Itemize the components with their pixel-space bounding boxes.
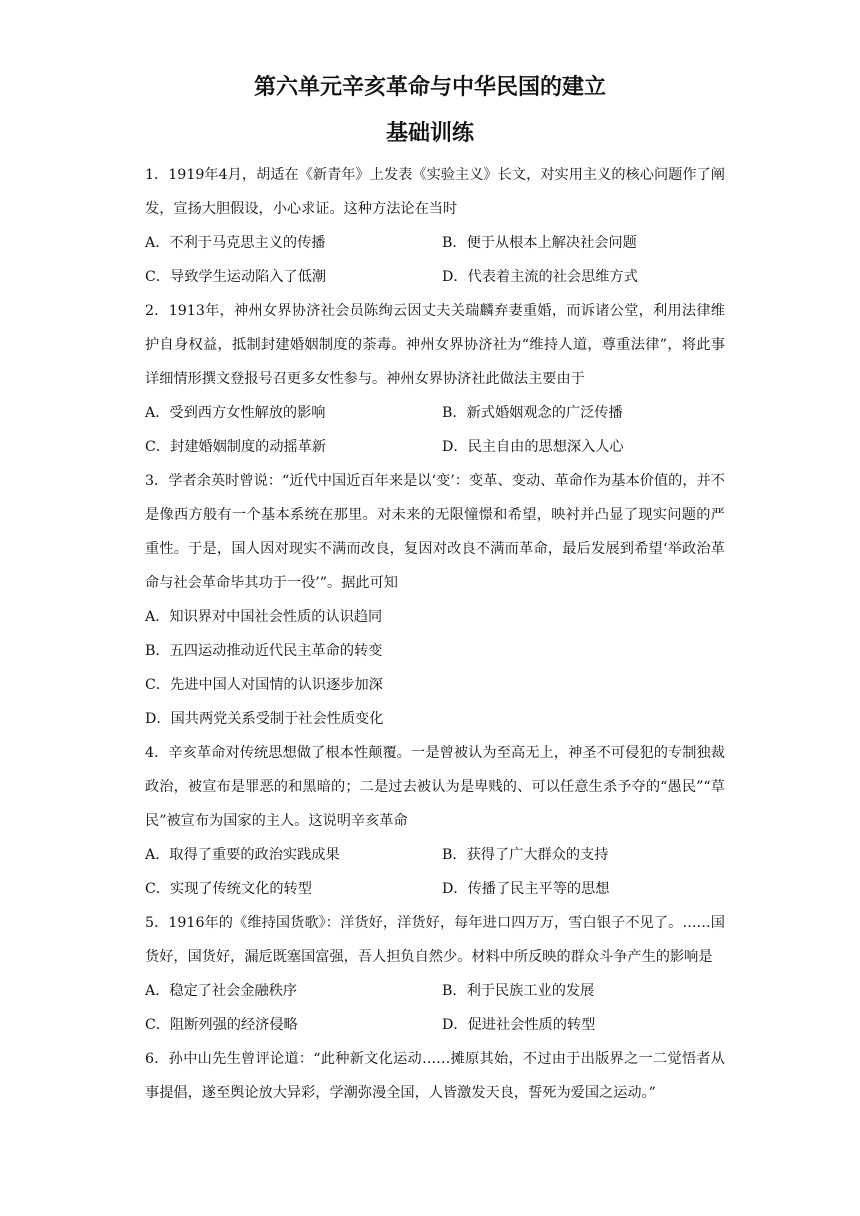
- option-d: D．传播了民主平等的思想: [442, 881, 610, 897]
- option-c: C．阻断列强的经济侵略: [145, 1017, 298, 1033]
- question-2: [145, 294, 725, 464]
- option-b: B．五四运动推动近代民主革命的转变: [145, 643, 383, 659]
- option-a: A．知识界对中国社会性质的认识趋同: [145, 609, 383, 625]
- option-a: A．不利于马克思主义的传播: [145, 235, 326, 251]
- option-d: D．代表着主流的社会思维方式: [442, 269, 638, 285]
- option-grid: [145, 974, 725, 1042]
- option-c: C．先进中国人对国情的认识逐步加深: [145, 677, 383, 693]
- question-stem: 2．1913年，神州女界协济社会员陈绚云因丈夫关瑞麟弃妻重婚，而诉诸公堂，利用法律维护自身权益，抵制封建婚姻制度的荼毒。神州女界协济社为“维持人道，尊重法律”，将此事详细情形撰文登报号召更多女性参与。神州女界协济社此做法主要由于: [145, 303, 725, 387]
- option-c: C．导致学生运动陷入了低潮: [145, 269, 327, 285]
- document-title: 第六单元辛亥革命与中华民国的建立: [253, 75, 606, 100]
- question-stem: 5．1916年的《维持国货歌》：洋货好，洋货好，每年进口四万万，雪白银子不见了。……国货好，国货好，漏卮既塞国富强，吾人担负自然少。材料中所反映的群众斗争产生的影响是: [145, 915, 725, 965]
- option-b: B．新式婚姻观念的广泛传播: [442, 405, 623, 421]
- question-4: [145, 736, 725, 906]
- option-d: D．民主自由的思想深入人心: [442, 439, 624, 455]
- option-a: A．稳定了社会金融秩序: [145, 983, 298, 999]
- option-grid: [145, 396, 725, 464]
- option-b: B．利于民族工业的发展: [442, 983, 595, 999]
- question-3: [145, 464, 725, 736]
- option-c: C．封建婚姻制度的动摇革新: [145, 439, 327, 455]
- option-grid: [145, 226, 725, 294]
- question-stem: 4．辛亥革命对传统思想做了根本性颠覆。一是曾被认为至高无上，神圣不可侵犯的专制独裁政治，被宣布是罪恶的和黑暗的；二是过去被认为是卑贱的、可以任意生杀予夺的“愚民”“草民”被宣布为国家的主人。这说明辛亥革命: [145, 745, 725, 829]
- option-list: [145, 600, 725, 736]
- document-subtitle: 基础训练: [385, 121, 474, 146]
- question-stem: 6．孙中山先生曾评论道：“此种新文化运动……摊原其始，不过由于出版界之一二觉悟者从事提倡，遂至舆论放大异彩，学潮弥漫全国，人皆激发天良，誓死为爱国之运动。”: [145, 1051, 725, 1101]
- question-6: [145, 1042, 725, 1110]
- option-grid: [145, 838, 725, 906]
- option-a: A．受到西方女性解放的影响: [145, 405, 326, 421]
- option-b: B．获得了广大群众的支持: [442, 847, 609, 863]
- question-1: [145, 158, 725, 294]
- option-a: A．取得了重要的政治实践成果: [145, 847, 340, 863]
- question-stem: 1．1919年4月，胡适在《新青年》上发表《实验主义》长文，对实用主义的核心问题作了阐发，宣扬大胆假设，小心求证。这种方法论在当时: [145, 167, 725, 217]
- option-d: D．国共两党关系受制于社会性质变化: [145, 711, 384, 727]
- question-stem: 3．学者余英时曾说：“近代中国近百年来是以‘变’：变革、变动、革命作为基本价值的，并不是像西方般有一个基本系统在那里。对未来的无限憧憬和希望，映衬并凸显了现实问题的严重性。于是，国人因对现实不满而改良，复因对改良不满而革命，最后发展到希望‘举政治革命与社会革命毕其功于一役’”。据此可知: [145, 473, 725, 591]
- option-c: C．实现了传统文化的转型: [145, 881, 312, 897]
- question-list: [145, 158, 725, 1110]
- option-d: D．促进社会性质的转型: [442, 1017, 596, 1033]
- option-b: B．便于从根本上解决社会问题: [442, 235, 637, 251]
- question-5: [145, 906, 725, 1042]
